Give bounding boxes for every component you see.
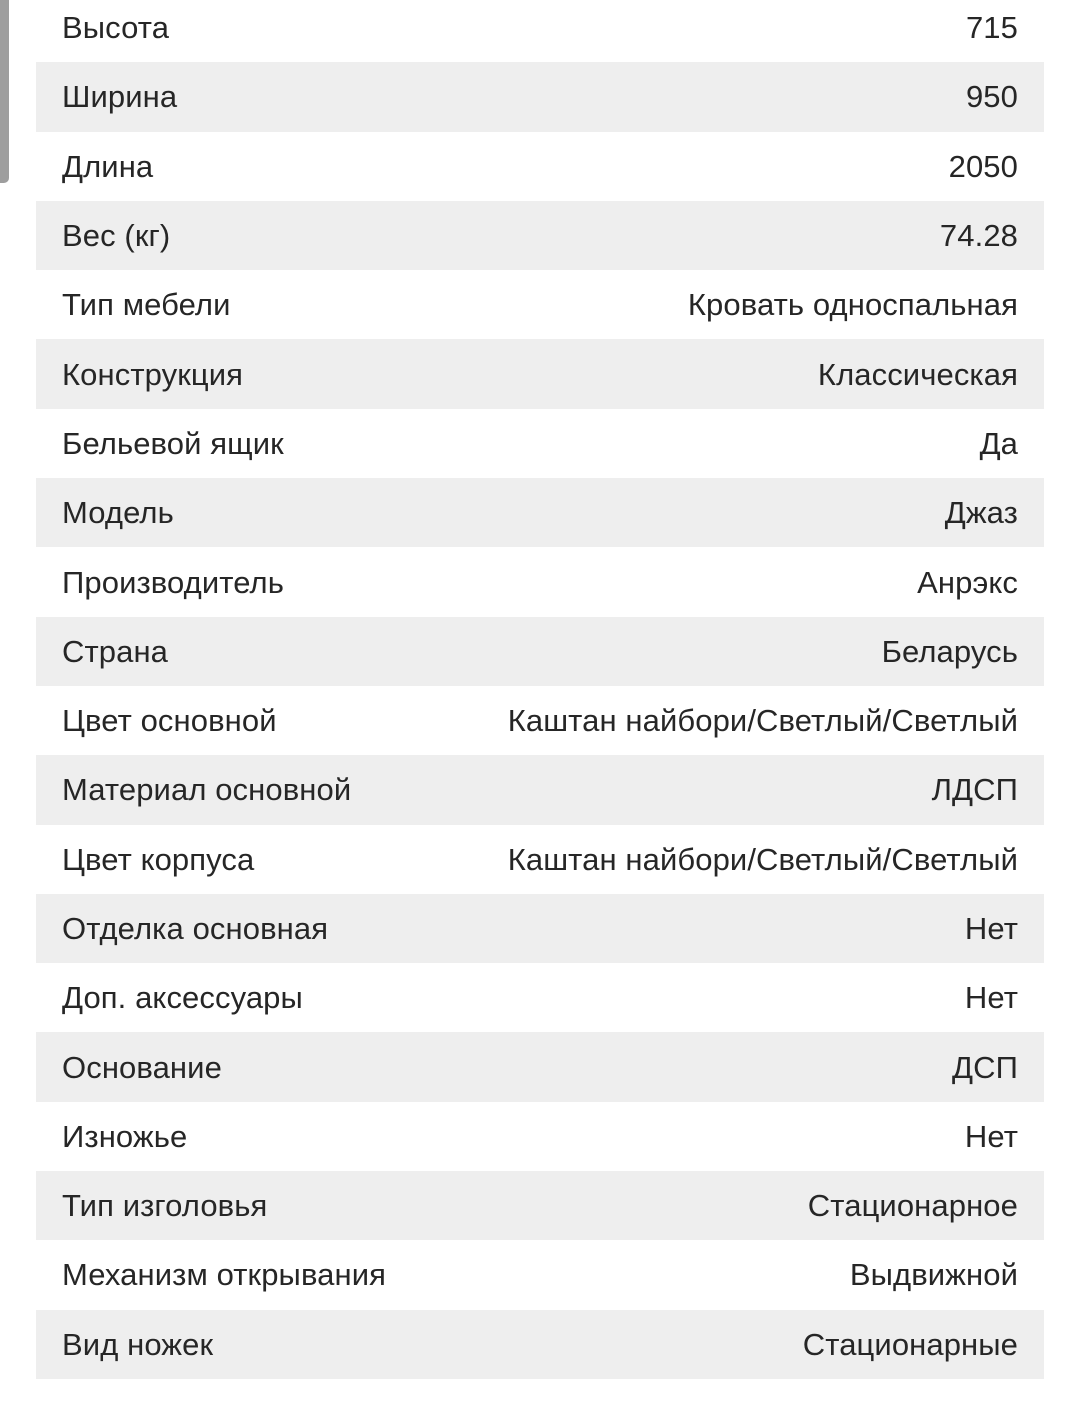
spec-row-base xyxy=(36,1032,1044,1101)
spec-label: Основание xyxy=(62,1049,222,1085)
spec-value: Стационарные xyxy=(802,1326,1018,1362)
spec-value: Классическая xyxy=(817,356,1018,392)
spec-row-width xyxy=(36,62,1044,131)
spec-label: Изножье xyxy=(62,1118,188,1154)
spec-label: Отделка основная xyxy=(62,911,329,946)
spec-label: Ширина xyxy=(62,79,178,115)
spec-row-linen-drawer xyxy=(36,409,1044,478)
spec-label: Бельевой ящик xyxy=(62,425,284,461)
spec-row-length xyxy=(36,132,1044,201)
spec-row-main-color xyxy=(36,686,1044,755)
spec-row-footboard xyxy=(36,1102,1044,1171)
spec-row-height xyxy=(36,0,1044,62)
spec-value: Анрэкс xyxy=(917,564,1018,600)
spec-label: Вид ножек xyxy=(62,1326,214,1362)
spec-row-manufacturer xyxy=(36,547,1044,616)
spec-row-headboard-type xyxy=(36,1171,1044,1240)
spec-value: 74.28 xyxy=(939,218,1018,254)
spec-label: Тип изголовья xyxy=(62,1188,268,1224)
spec-label: Модель xyxy=(62,495,174,531)
spec-value: Нет xyxy=(964,980,1018,1016)
spec-label: Длина xyxy=(62,148,154,184)
spec-value: Стационарное xyxy=(807,1188,1018,1224)
spec-row-furniture-type xyxy=(36,270,1044,339)
spec-value: Джаз xyxy=(944,495,1018,531)
spec-row-model xyxy=(36,478,1044,547)
spec-row-main-material xyxy=(36,755,1044,824)
spec-value: ЛДСП xyxy=(931,772,1018,808)
spec-value: Кровать односпальная xyxy=(687,287,1018,323)
spec-value: Беларусь xyxy=(881,633,1018,669)
spec-row-country xyxy=(36,617,1044,686)
spec-row-weight xyxy=(36,201,1044,270)
spec-row-accessories xyxy=(36,963,1044,1032)
spec-label: Конструкция xyxy=(62,356,244,392)
spec-value: Каштан найбори/Светлый/Светлый xyxy=(507,703,1018,739)
spec-label: Цвет корпуса xyxy=(62,841,255,877)
spec-value: Выдвижной xyxy=(849,1257,1018,1293)
spec-label: Материал основной xyxy=(62,772,352,808)
spec-value: Каштан найбори/Светлый/Светлый xyxy=(507,841,1018,877)
spec-value: Да xyxy=(979,425,1018,461)
spec-label: Цвет основной xyxy=(62,703,277,739)
specs-table xyxy=(36,0,1044,1379)
spec-value: 950 xyxy=(965,79,1018,115)
spec-label: Страна xyxy=(62,633,169,669)
spec-label: Механизм открывания xyxy=(62,1257,387,1293)
spec-label: Вес (кг) xyxy=(62,218,171,254)
spec-row-body-color xyxy=(36,825,1044,894)
spec-value: 2050 xyxy=(948,148,1018,184)
spec-row-leg-type xyxy=(36,1310,1044,1379)
spec-label: Доп. аксессуары xyxy=(62,980,303,1016)
spec-value: Нет xyxy=(964,911,1018,946)
spec-label: Тип мебели xyxy=(62,287,231,323)
spec-value: 715 xyxy=(965,10,1018,46)
spec-value: Нет xyxy=(964,1118,1018,1154)
spec-value: ДСП xyxy=(952,1049,1018,1085)
spec-row-main-finish xyxy=(36,894,1044,963)
scroll-indicator[interactable] xyxy=(0,0,9,183)
spec-label: Производитель xyxy=(62,564,284,600)
spec-label: Высота xyxy=(62,10,170,46)
spec-row-construction xyxy=(36,339,1044,408)
spec-row-opening-mechanism xyxy=(36,1240,1044,1309)
